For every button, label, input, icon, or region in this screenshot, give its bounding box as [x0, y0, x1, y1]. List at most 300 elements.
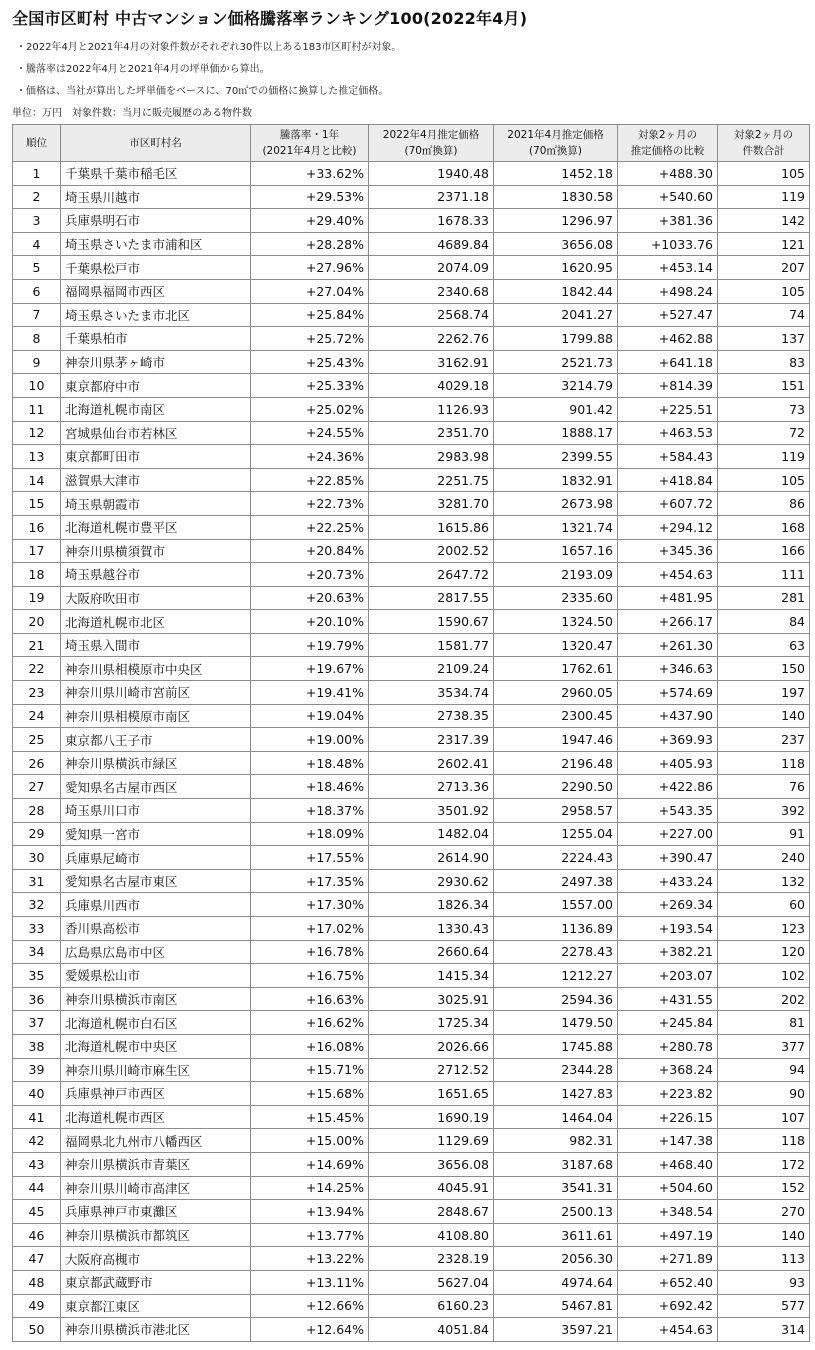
price-2022-cell: 2568.74: [369, 303, 494, 327]
price-diff-cell: +462.88: [618, 327, 718, 351]
municipality-cell: 福岡県福岡市西区: [61, 279, 251, 303]
rank-cell: 5: [13, 256, 61, 280]
table-row: [13, 1129, 810, 1153]
table-row: [13, 185, 810, 209]
change-rate-cell: +17.55%: [251, 846, 369, 870]
table-row: [13, 1247, 810, 1271]
price-diff-cell: +369.93: [618, 728, 718, 752]
municipality-cell: 埼玉県越谷市: [61, 563, 251, 587]
table-row: [13, 633, 810, 657]
count-cell: 118: [718, 751, 810, 775]
change-rate-cell: +13.94%: [251, 1200, 369, 1224]
rank-cell: 34: [13, 940, 61, 964]
table-row: [13, 586, 810, 610]
table-row: [13, 162, 810, 186]
rank-cell: 24: [13, 704, 61, 728]
rank-cell: 18: [13, 563, 61, 587]
table-row: [13, 209, 810, 233]
price-2022-cell: 5627.04: [369, 1270, 494, 1294]
rank-cell: 20: [13, 610, 61, 634]
municipality-cell: 東京都府中市: [61, 374, 251, 398]
price-diff-cell: +437.90: [618, 704, 718, 728]
table-row: [13, 515, 810, 539]
rank-cell: 22: [13, 657, 61, 681]
table-row: [13, 1200, 810, 1224]
municipality-cell: 愛媛県松山市: [61, 964, 251, 988]
municipality-cell: 愛知県名古屋市西区: [61, 775, 251, 799]
price-2022-cell: 1129.69: [369, 1129, 494, 1153]
count-cell: 81: [718, 1011, 810, 1035]
change-rate-cell: +27.04%: [251, 279, 369, 303]
price-2021-cell: 1464.04: [494, 1105, 618, 1129]
rank-cell: 37: [13, 1011, 61, 1035]
price-2021-cell: 1657.16: [494, 539, 618, 563]
price-2021-cell: 1557.00: [494, 893, 618, 917]
count-cell: 166: [718, 539, 810, 563]
price-diff-cell: +346.63: [618, 657, 718, 681]
table-header-row: [13, 125, 810, 162]
rank-cell: 2: [13, 185, 61, 209]
price-diff-cell: +540.60: [618, 185, 718, 209]
price-2021-cell: 2056.30: [494, 1247, 618, 1271]
rank-cell: 28: [13, 799, 61, 823]
change-rate-cell: +19.04%: [251, 704, 369, 728]
price-2022-cell: 2026.66: [369, 1034, 494, 1058]
price-2021-cell: 1255.04: [494, 822, 618, 846]
table-row: [13, 303, 810, 327]
table-row: [13, 893, 810, 917]
change-rate-cell: +13.77%: [251, 1223, 369, 1247]
price-2022-cell: 1615.86: [369, 515, 494, 539]
table-row: [13, 468, 810, 492]
price-2022-cell: 2817.55: [369, 586, 494, 610]
price-2022-cell: 3534.74: [369, 681, 494, 705]
price-2022-cell: 3501.92: [369, 799, 494, 823]
rank-cell: 27: [13, 775, 61, 799]
price-diff-cell: +225.51: [618, 397, 718, 421]
rank-cell: 4: [13, 232, 61, 256]
price-2022-cell: 2002.52: [369, 539, 494, 563]
change-rate-cell: +16.08%: [251, 1034, 369, 1058]
count-cell: 72: [718, 421, 810, 445]
price-2021-cell: 2196.48: [494, 751, 618, 775]
rank-cell: 7: [13, 303, 61, 327]
rank-cell: 32: [13, 893, 61, 917]
price-2022-cell: 4108.80: [369, 1223, 494, 1247]
change-rate-cell: +27.96%: [251, 256, 369, 280]
change-rate-cell: +15.00%: [251, 1129, 369, 1153]
rank-cell: 17: [13, 539, 61, 563]
table-row: [13, 1176, 810, 1200]
price-2021-cell: 2278.43: [494, 940, 618, 964]
municipality-cell: 兵庫県明石市: [61, 209, 251, 233]
rank-cell: 39: [13, 1058, 61, 1082]
municipality-cell: 東京都武蔵野市: [61, 1270, 251, 1294]
price-2022-cell: 1581.77: [369, 633, 494, 657]
unit-line: 単位：万円 対象件数：当月に販売履歴のある物件数: [12, 108, 252, 119]
table-row: [13, 1152, 810, 1176]
count-cell: 63: [718, 633, 810, 657]
count-cell: 83: [718, 350, 810, 374]
count-cell: 120: [718, 940, 810, 964]
price-2022-cell: 2614.90: [369, 846, 494, 870]
price-diff-cell: +294.12: [618, 515, 718, 539]
price-2021-cell: 3214.79: [494, 374, 618, 398]
municipality-cell: 北海道札幌市中央区: [61, 1034, 251, 1058]
municipality-cell: 北海道札幌市南区: [61, 397, 251, 421]
change-rate-cell: +25.84%: [251, 303, 369, 327]
change-rate-cell: +14.69%: [251, 1152, 369, 1176]
price-diff-cell: +584.43: [618, 445, 718, 469]
table-row: [13, 681, 810, 705]
rank-cell: 1: [13, 162, 61, 186]
page-title: 全国市区町村 中古マンション価格騰落率ランキング100(2022年4月): [12, 9, 528, 28]
change-rate-cell: +17.30%: [251, 893, 369, 917]
rank-cell: 8: [13, 327, 61, 351]
price-2021-cell: 5467.81: [494, 1294, 618, 1318]
table-row: [13, 445, 810, 469]
price-2022-cell: 1415.34: [369, 964, 494, 988]
column-header-count: 対象2ヶ月の 件数合計: [718, 125, 810, 162]
count-cell: 577: [718, 1294, 810, 1318]
price-2022-cell: 2660.64: [369, 940, 494, 964]
price-2021-cell: 2673.98: [494, 492, 618, 516]
change-rate-cell: +25.43%: [251, 350, 369, 374]
price-2021-cell: 1212.27: [494, 964, 618, 988]
change-rate-cell: +16.63%: [251, 987, 369, 1011]
price-2022-cell: 2328.19: [369, 1247, 494, 1271]
price-diff-cell: +488.30: [618, 162, 718, 186]
price-diff-cell: +497.19: [618, 1223, 718, 1247]
price-2021-cell: 3597.21: [494, 1318, 618, 1342]
price-2021-cell: 4974.64: [494, 1270, 618, 1294]
count-cell: 121: [718, 232, 810, 256]
price-2021-cell: 1762.61: [494, 657, 618, 681]
price-2021-cell: 1479.50: [494, 1011, 618, 1035]
change-rate-cell: +16.78%: [251, 940, 369, 964]
municipality-cell: 埼玉県川口市: [61, 799, 251, 823]
change-rate-cell: +19.67%: [251, 657, 369, 681]
price-2022-cell: 2930.62: [369, 869, 494, 893]
change-rate-cell: +15.68%: [251, 1082, 369, 1106]
price-2022-cell: 3281.70: [369, 492, 494, 516]
change-rate-cell: +22.85%: [251, 468, 369, 492]
price-2021-cell: 1888.17: [494, 421, 618, 445]
count-cell: 113: [718, 1247, 810, 1271]
count-cell: 105: [718, 279, 810, 303]
price-diff-cell: +261.30: [618, 633, 718, 657]
count-cell: 197: [718, 681, 810, 705]
price-2021-cell: 3611.61: [494, 1223, 618, 1247]
column-header-price-diff: 対象2ヶ月の 推定価格の比較: [618, 125, 718, 162]
municipality-cell: 埼玉県朝霞市: [61, 492, 251, 516]
price-2022-cell: 1651.65: [369, 1082, 494, 1106]
price-diff-cell: +814.39: [618, 374, 718, 398]
price-2022-cell: 3025.91: [369, 987, 494, 1011]
municipality-cell: 大阪府高槻市: [61, 1247, 251, 1271]
table-row: [13, 492, 810, 516]
change-rate-cell: +24.55%: [251, 421, 369, 445]
municipality-cell: 大阪府吹田市: [61, 586, 251, 610]
price-2021-cell: 1745.88: [494, 1034, 618, 1058]
price-2021-cell: 2958.57: [494, 799, 618, 823]
municipality-cell: 神奈川県川崎市高津区: [61, 1176, 251, 1200]
count-cell: 74: [718, 303, 810, 327]
price-2021-cell: 1830.58: [494, 185, 618, 209]
municipality-cell: 宮城県仙台市若林区: [61, 421, 251, 445]
price-2022-cell: 1330.43: [369, 917, 494, 941]
price-diff-cell: +280.78: [618, 1034, 718, 1058]
price-2022-cell: 2712.52: [369, 1058, 494, 1082]
price-diff-cell: +453.14: [618, 256, 718, 280]
price-2022-cell: 1826.34: [369, 893, 494, 917]
price-2022-cell: 2340.68: [369, 279, 494, 303]
note-rate-basis: ・騰落率は2022年4月と2021年4月の坪単価から算出。: [16, 64, 270, 75]
price-2022-cell: 1590.67: [369, 610, 494, 634]
price-2022-cell: 1690.19: [369, 1105, 494, 1129]
count-cell: 202: [718, 987, 810, 1011]
change-rate-cell: +25.02%: [251, 397, 369, 421]
price-2021-cell: 1324.50: [494, 610, 618, 634]
price-2021-cell: 2497.38: [494, 869, 618, 893]
table-row: [13, 327, 810, 351]
municipality-cell: 埼玉県入間市: [61, 633, 251, 657]
count-cell: 152: [718, 1176, 810, 1200]
table-row: [13, 799, 810, 823]
change-rate-cell: +22.73%: [251, 492, 369, 516]
price-2022-cell: 1482.04: [369, 822, 494, 846]
price-2022-cell: 2251.75: [369, 468, 494, 492]
municipality-cell: 愛知県一宮市: [61, 822, 251, 846]
count-cell: 105: [718, 468, 810, 492]
table-row: [13, 917, 810, 941]
column-header-rank: 順位: [13, 125, 61, 162]
change-rate-cell: +18.37%: [251, 799, 369, 823]
municipality-cell: 東京都江東区: [61, 1294, 251, 1318]
count-cell: 151: [718, 374, 810, 398]
count-cell: 73: [718, 397, 810, 421]
change-rate-cell: +20.63%: [251, 586, 369, 610]
count-cell: 90: [718, 1082, 810, 1106]
table-row: [13, 940, 810, 964]
rank-cell: 3: [13, 209, 61, 233]
table-row: [13, 539, 810, 563]
rank-cell: 44: [13, 1176, 61, 1200]
price-diff-cell: +348.54: [618, 1200, 718, 1224]
price-diff-cell: +607.72: [618, 492, 718, 516]
municipality-cell: 神奈川県横浜市青葉区: [61, 1152, 251, 1176]
price-diff-cell: +431.55: [618, 987, 718, 1011]
change-rate-cell: +19.41%: [251, 681, 369, 705]
municipality-cell: 神奈川県川崎市宮前区: [61, 681, 251, 705]
rank-cell: 6: [13, 279, 61, 303]
table-row: [13, 1270, 810, 1294]
change-rate-cell: +25.72%: [251, 327, 369, 351]
count-cell: 84: [718, 610, 810, 634]
price-2021-cell: 2594.36: [494, 987, 618, 1011]
change-rate-cell: +25.33%: [251, 374, 369, 398]
rank-cell: 25: [13, 728, 61, 752]
municipality-cell: 福岡県北九州市八幡西区: [61, 1129, 251, 1153]
table-row: [13, 563, 810, 587]
table-row: [13, 1105, 810, 1129]
municipality-cell: 神奈川県横須賀市: [61, 539, 251, 563]
price-2021-cell: 982.31: [494, 1129, 618, 1153]
price-2021-cell: 2290.50: [494, 775, 618, 799]
table-row: [13, 987, 810, 1011]
rank-cell: 19: [13, 586, 61, 610]
price-2022-cell: 6160.23: [369, 1294, 494, 1318]
price-2022-cell: 4029.18: [369, 374, 494, 398]
price-2022-cell: 2351.70: [369, 421, 494, 445]
price-2022-cell: 2848.67: [369, 1200, 494, 1224]
change-rate-cell: +17.02%: [251, 917, 369, 941]
table-row: [13, 704, 810, 728]
table-row: [13, 610, 810, 634]
price-2022-cell: 2109.24: [369, 657, 494, 681]
municipality-cell: 神奈川県川崎市麻生区: [61, 1058, 251, 1082]
rank-cell: 30: [13, 846, 61, 870]
price-2022-cell: 1126.93: [369, 397, 494, 421]
price-2021-cell: 2041.27: [494, 303, 618, 327]
column-header-price-2021: 2021年4月推定価格 (70㎡換算): [494, 125, 618, 162]
price-2021-cell: 2960.05: [494, 681, 618, 705]
change-rate-cell: +24.36%: [251, 445, 369, 469]
price-diff-cell: +227.00: [618, 822, 718, 846]
price-2021-cell: 2300.45: [494, 704, 618, 728]
price-diff-cell: +266.17: [618, 610, 718, 634]
price-2021-cell: 1799.88: [494, 327, 618, 351]
rank-cell: 49: [13, 1294, 61, 1318]
price-diff-cell: +652.40: [618, 1270, 718, 1294]
column-header-price-2022: 2022年4月推定価格 (70㎡換算): [369, 125, 494, 162]
price-diff-cell: +381.36: [618, 209, 718, 233]
change-rate-cell: +12.64%: [251, 1318, 369, 1342]
price-diff-cell: +1033.76: [618, 232, 718, 256]
price-2022-cell: 3656.08: [369, 1152, 494, 1176]
change-rate-cell: +20.10%: [251, 610, 369, 634]
price-2022-cell: 4689.84: [369, 232, 494, 256]
rank-cell: 48: [13, 1270, 61, 1294]
municipality-cell: 北海道札幌市西区: [61, 1105, 251, 1129]
municipality-cell: 兵庫県神戸市東灘区: [61, 1200, 251, 1224]
municipality-cell: 神奈川県横浜市港北区: [61, 1318, 251, 1342]
municipality-cell: 広島県広島市中区: [61, 940, 251, 964]
municipality-cell: 香川県高松市: [61, 917, 251, 941]
price-diff-cell: +641.18: [618, 350, 718, 374]
price-diff-cell: +527.47: [618, 303, 718, 327]
count-cell: 377: [718, 1034, 810, 1058]
price-2022-cell: 4051.84: [369, 1318, 494, 1342]
table-row: [13, 1034, 810, 1058]
table-row: [13, 846, 810, 870]
count-cell: 150: [718, 657, 810, 681]
price-2021-cell: 2399.55: [494, 445, 618, 469]
change-rate-cell: +29.53%: [251, 185, 369, 209]
price-2022-cell: 3162.91: [369, 350, 494, 374]
price-2022-cell: 2647.72: [369, 563, 494, 587]
count-cell: 237: [718, 728, 810, 752]
change-rate-cell: +18.46%: [251, 775, 369, 799]
table-row: [13, 350, 810, 374]
municipality-cell: 神奈川県横浜市緑区: [61, 751, 251, 775]
rank-cell: 21: [13, 633, 61, 657]
price-2022-cell: 2262.76: [369, 327, 494, 351]
municipality-cell: 愛知県名古屋市東区: [61, 869, 251, 893]
price-2021-cell: 1296.97: [494, 209, 618, 233]
price-2021-cell: 1947.46: [494, 728, 618, 752]
municipality-cell: 埼玉県さいたま市浦和区: [61, 232, 251, 256]
price-2021-cell: 1620.95: [494, 256, 618, 280]
municipality-cell: 神奈川県茅ヶ崎市: [61, 350, 251, 374]
rank-cell: 36: [13, 987, 61, 1011]
price-diff-cell: +203.07: [618, 964, 718, 988]
municipality-cell: 兵庫県川西市: [61, 893, 251, 917]
table-row: [13, 279, 810, 303]
price-2021-cell: 901.42: [494, 397, 618, 421]
count-cell: 111: [718, 563, 810, 587]
rank-cell: 23: [13, 681, 61, 705]
table-row: [13, 1223, 810, 1247]
count-cell: 137: [718, 327, 810, 351]
price-2021-cell: 3656.08: [494, 232, 618, 256]
price-2022-cell: 1678.33: [369, 209, 494, 233]
table-row: [13, 374, 810, 398]
rank-cell: 38: [13, 1034, 61, 1058]
rank-cell: 50: [13, 1318, 61, 1342]
table-row: [13, 1011, 810, 1035]
price-2022-cell: 2317.39: [369, 728, 494, 752]
count-cell: 207: [718, 256, 810, 280]
price-diff-cell: +271.89: [618, 1247, 718, 1271]
rank-cell: 47: [13, 1247, 61, 1271]
change-rate-cell: +20.73%: [251, 563, 369, 587]
price-diff-cell: +269.34: [618, 893, 718, 917]
rank-cell: 15: [13, 492, 61, 516]
rank-cell: 11: [13, 397, 61, 421]
price-2022-cell: 4045.91: [369, 1176, 494, 1200]
count-cell: 140: [718, 704, 810, 728]
municipality-cell: 埼玉県さいたま市北区: [61, 303, 251, 327]
municipality-cell: 兵庫県尼崎市: [61, 846, 251, 870]
municipality-cell: 東京都町田市: [61, 445, 251, 469]
change-rate-cell: +20.84%: [251, 539, 369, 563]
count-cell: 60: [718, 893, 810, 917]
price-2021-cell: 2335.60: [494, 586, 618, 610]
price-diff-cell: +504.60: [618, 1176, 718, 1200]
price-2021-cell: 2521.73: [494, 350, 618, 374]
rank-cell: 31: [13, 869, 61, 893]
column-header-change-rate: 騰落率・1年 (2021年4月と比較): [251, 125, 369, 162]
price-diff-cell: +463.53: [618, 421, 718, 445]
count-cell: 76: [718, 775, 810, 799]
rank-cell: 29: [13, 822, 61, 846]
count-cell: 105: [718, 162, 810, 186]
table-row: [13, 775, 810, 799]
price-2022-cell: 1725.34: [369, 1011, 494, 1035]
price-diff-cell: +481.95: [618, 586, 718, 610]
note-target: ・2022年4月と2021年4月の対象件数がそれぞれ30件以上ある183市区町村が対象。: [16, 42, 402, 53]
price-2021-cell: 2500.13: [494, 1200, 618, 1224]
column-header-municipality: 市区町村名: [61, 125, 251, 162]
municipality-cell: 千葉県千葉市稲毛区: [61, 162, 251, 186]
rank-cell: 9: [13, 350, 61, 374]
price-2021-cell: 1452.18: [494, 162, 618, 186]
table-row: [13, 397, 810, 421]
count-cell: 132: [718, 869, 810, 893]
municipality-cell: 千葉県柏市: [61, 327, 251, 351]
rank-cell: 35: [13, 964, 61, 988]
